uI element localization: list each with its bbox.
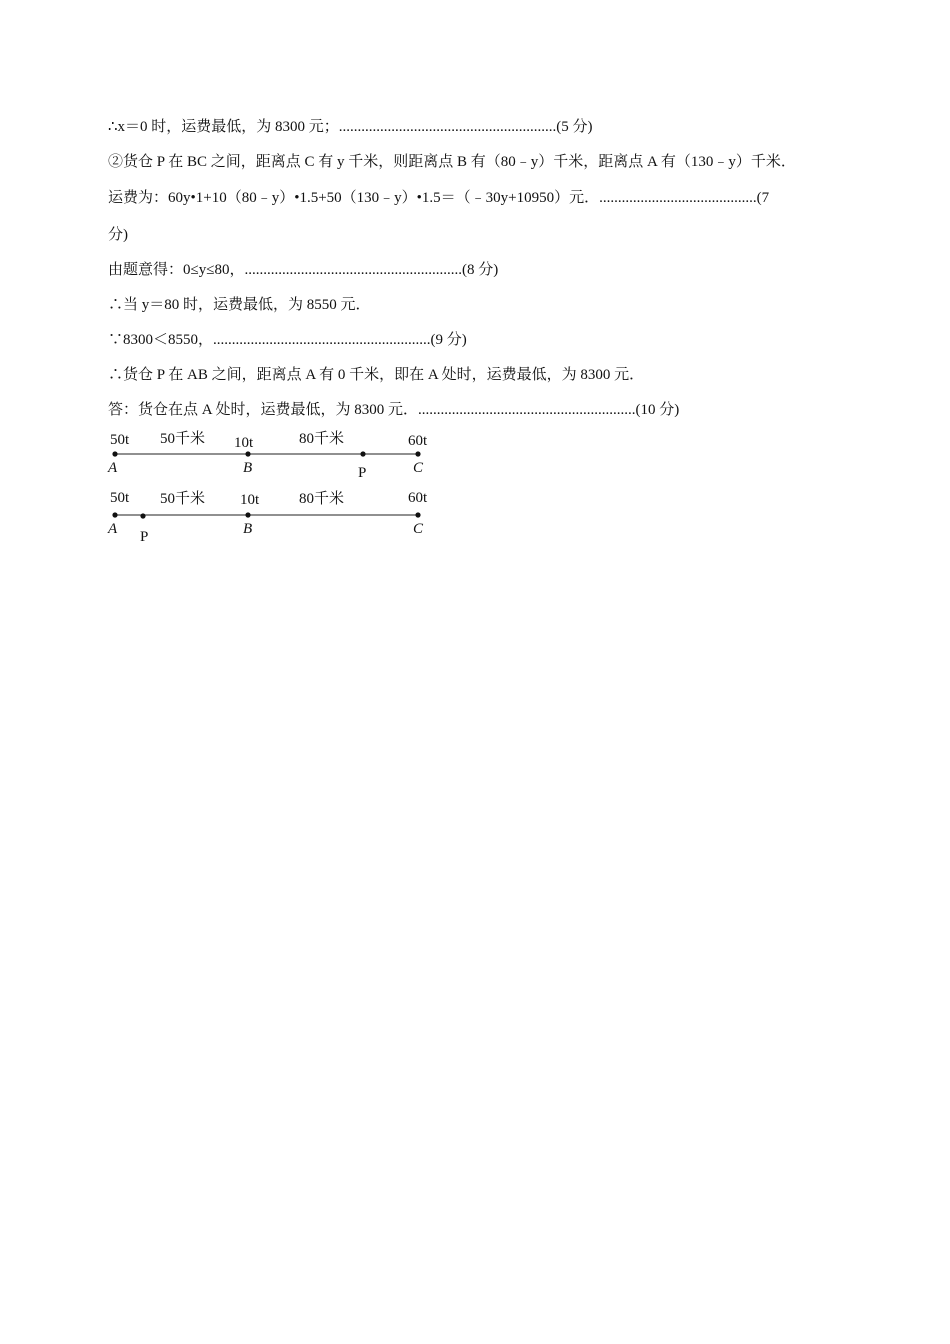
- diagram-2-weight-b: 10t: [240, 492, 260, 508]
- diagram-2-label-p: P: [140, 529, 149, 545]
- diagram-1-label-p: P: [358, 465, 367, 481]
- diagram-1-weight-c: 60t: [408, 433, 428, 449]
- diagram-2-label-c: C: [413, 521, 424, 537]
- diagram-2-dot-a: [112, 512, 117, 517]
- solution-line-6: ∴当 y＝80 时，运费最低，为 8550 元．: [108, 297, 371, 313]
- solution-line-4: 分): [108, 227, 128, 243]
- diagram-1-label-a: A: [108, 460, 118, 476]
- solution-line-1: ∴x＝0 时，运费最低，为 8300 元；..........................................................(5 分): [108, 119, 593, 135]
- diagram-2-weight-a: 50t: [110, 490, 130, 506]
- diagram-2-dot-b: [245, 512, 250, 517]
- diagram-1-distance-ab: 50千米: [160, 431, 206, 447]
- diagram-2-distance-ab: 50千米: [160, 491, 206, 507]
- diagram-1-weight-a: 50t: [110, 432, 130, 448]
- solution-line-9: 答：货仓在点 A 处时，运费最低，为 8300 元．..........................................................(10 分): [108, 402, 680, 418]
- diagram-2-weight-c: 60t: [408, 490, 428, 506]
- diagram-1-distance-bc: 80千米: [299, 431, 345, 447]
- diagram-1-weight-b: 10t: [234, 435, 254, 451]
- solution-line-2: ②货仓 P 在 BC 之间，距离点 C 有 y 千米，则距离点 B 有（80﹣y）千米，距离点 A 有（130﹣y）千米．: [108, 154, 796, 170]
- solution-line-8: ∴货仓 P 在 AB 之间，距离点 A 有 0 千米，即在 A 处时，运费最低，为 8300 元．: [108, 367, 645, 383]
- solution-line-7: ∵8300＜8550，..........................................................(9 分): [108, 332, 467, 348]
- solution-line-5: 由题意得：0≤y≤80，..........................................................(8 分): [108, 262, 499, 278]
- diagram-2-label-b: B: [243, 521, 253, 537]
- diagram-2-dot-p: [140, 513, 145, 518]
- diagram-2-distance-bc: 80千米: [299, 491, 345, 507]
- diagram-1-label-b: B: [243, 460, 253, 476]
- diagram-1-label-c: C: [413, 460, 424, 476]
- solution-line-3: 运费为：60y•1+10（80﹣y）•1.5+50（130﹣y）•1.5＝（﹣30y+10950）元．..........................................(7: [108, 190, 770, 206]
- diagram-2-dot-c: [415, 512, 420, 517]
- diagram-2-label-a: A: [108, 521, 118, 537]
